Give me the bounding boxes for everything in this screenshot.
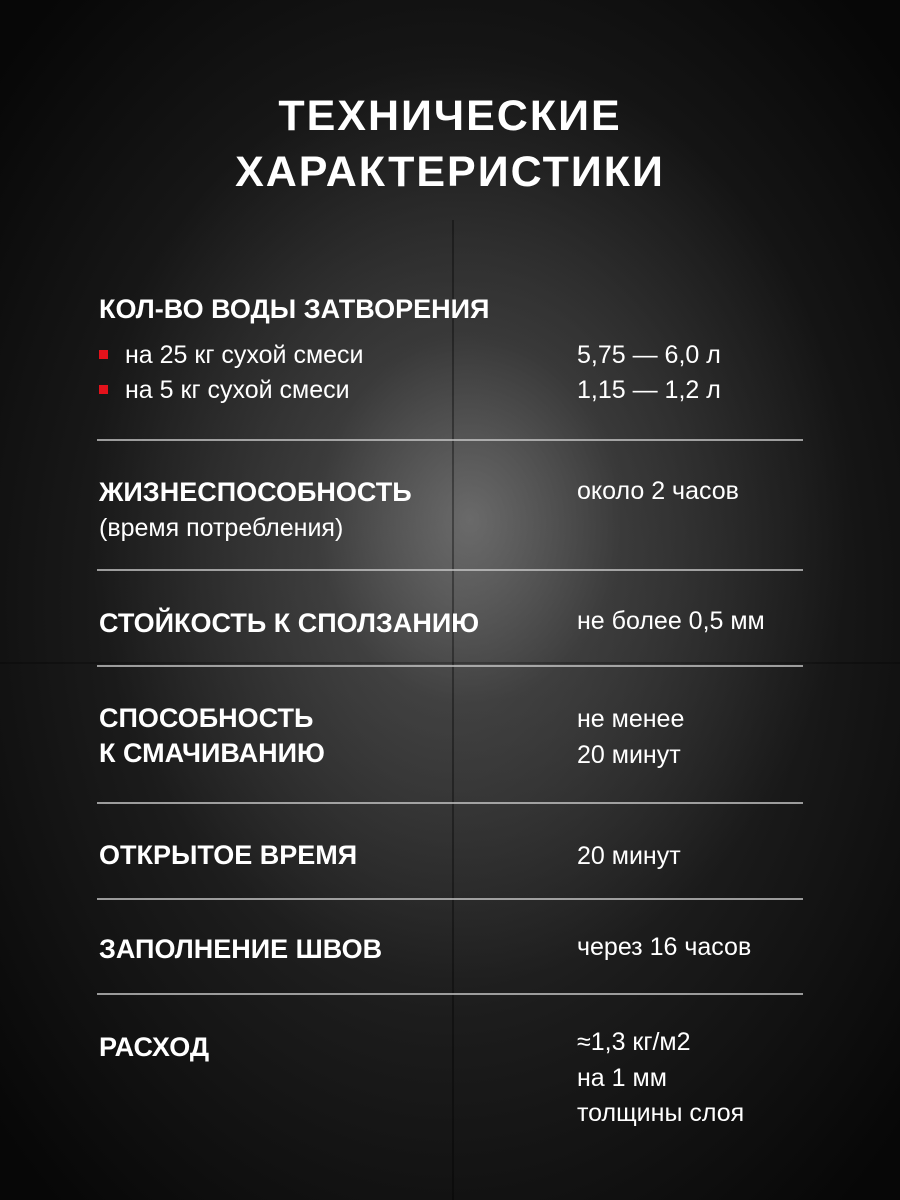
viability-label: ЖИЗНЕСПОСОБНОСТЬ (99, 477, 412, 507)
background-tile-seam (0, 662, 900, 664)
open-time-value: 20 минут (577, 842, 681, 870)
consumption-value-line-2: на 1 мм (577, 1064, 667, 1092)
viability-sublabel: (время потребления) (99, 514, 344, 542)
page-title-line-2: ХАРАКТЕРИСТИКИ (235, 148, 665, 196)
viability-value: около 2 часов (577, 477, 739, 505)
consumption-value-line-1: ≈1,3 кг/м2 (577, 1028, 691, 1056)
row-divider (97, 898, 803, 900)
consumption-value-line-3: толщины слоя (577, 1099, 745, 1127)
background-tile-seam (452, 220, 454, 1200)
water-item-label: на 25 кг сухой смеси (125, 341, 364, 369)
grouting-label: ЗАПОЛНЕНИЕ ШВОВ (99, 934, 383, 964)
water-item-value: 5,75 — 6,0 л (577, 341, 721, 369)
grouting-value: через 16 часов (577, 933, 752, 961)
consumption-label: РАСХОД (99, 1032, 210, 1062)
row-divider (97, 439, 803, 441)
water-amount-label: КОЛ-ВО ВОДЫ ЗАТВОРЕНИЯ (99, 294, 490, 324)
red-bullet-icon (99, 350, 108, 359)
water-item-label: на 5 кг сухой смеси (125, 376, 350, 404)
row-divider (97, 993, 803, 995)
row-divider (97, 569, 803, 571)
page-title-line-1: ТЕХНИЧЕСКИЕ (278, 92, 622, 140)
water-item-5kg (99, 374, 350, 407)
wetting-value-line-2: 20 минут (577, 741, 681, 769)
open-time-label: ОТКРЫТОЕ ВРЕМЯ (99, 840, 358, 870)
red-bullet-icon (99, 385, 108, 394)
wetting-label-line-2: К СМАЧИВАНИЮ (99, 738, 325, 768)
page-title (0, 88, 900, 200)
wetting-value-line-1: не менее (577, 705, 685, 733)
water-item-value: 1,15 — 1,2 л (577, 376, 721, 404)
row-divider (97, 802, 803, 804)
row-divider (97, 665, 803, 667)
wetting-label-line-1: СПОСОБНОСТЬ (99, 703, 314, 733)
water-item-25kg (99, 339, 364, 372)
slip-resistance-value: не более 0,5 мм (577, 607, 765, 635)
slip-resistance-label: СТОЙКОСТЬ К СПОЛЗАНИЮ (99, 608, 480, 638)
